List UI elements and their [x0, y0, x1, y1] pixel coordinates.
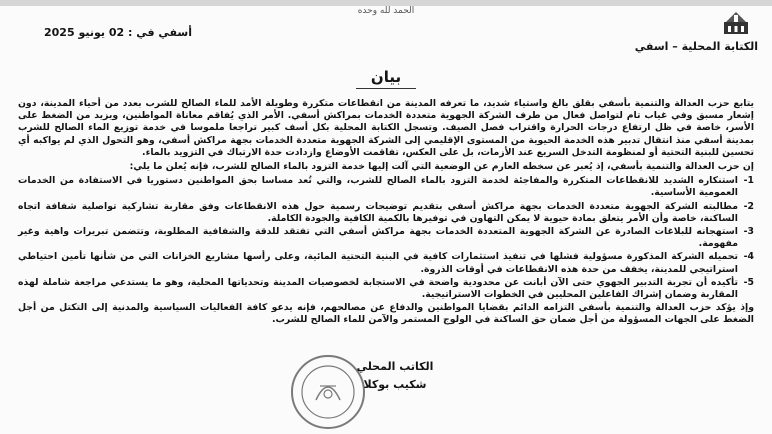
signatory-title: الكاتب المحلي: [356, 360, 434, 373]
list-item-number: 2-: [743, 200, 754, 212]
list-item-number: 3-: [743, 226, 754, 238]
document-date: أسفي في : 02 يونيو 2025: [44, 26, 192, 39]
title-underline: [356, 88, 416, 89]
party-logo-icon: [722, 8, 750, 36]
list-item: [18, 201, 754, 225]
document-title: بيان: [370, 68, 402, 86]
paragraph-declaration: إن حزب العدالة والتنمية بأسفي، إذ يُعبر عن سخطه العارم عن الوضعية التي آلت إليها خدمة التزود بالماء الصالح للشرب، فإنه يُعلن ما يلي:: [129, 161, 754, 173]
list-item-text: استنكاره الشديد للانقطاعات المتكررة والمفاجئة لخدمة التزود بالماء الصالح للشرب، والتي تُعد مساسا بحق المواطنين دستوريا في الاستفادة من الخدمات العمومية الأساسية.: [18, 175, 738, 199]
list-item: [18, 251, 754, 275]
list-item: [18, 175, 754, 199]
paragraph-intro: يتابع حزب العدالة والتنمية بأسفي بقلق بالغ واستياء شديد، ما تعرفه المدينة من انقطاعات متكررة وطويلة الأمد للماء الصالح للشرب بعدد من أحياء المدينة، دون إشعار مسبق وفي غياب تام لتواصل فعال من طرف الشركة الجهوية متعددة الخدمات بمراكش أسفي. الأمر الذي يُفاقم معاناة المواطنين، ويزيد من الضغط على الأسر، خاصة في ظل ارتفاع درجات الحرارة واقتراب فصل الصيف. وتسجل الكتابة المحلية بكل أسف كبير تراجعا ملموسا في خدمة توزيع الماء الصالح للشرب بمدينة أسفي منذ انتقال تدبير هذه الخدمة الحيوية من المستوى الإقليمي إلى الشركة الجهوية متعددة الخدمات بجهة مراكش أسفي، وهو التحول الذي لم يواكبه أي تحسين للبنية التحتية أو لمنظومة التدخل السريع عند الأزمات، بل على العكس، تفاقمت الأوضاع وازدادت حدة الارتباك في التزويد بالماء.: [18, 98, 754, 158]
org-name: الكتابة المحلية – اسفي: [634, 40, 758, 53]
list-item-number: 4-: [743, 251, 754, 263]
list-item-number: 5-: [743, 276, 754, 288]
list-item-text: تحميله الشركة المذكورة مسؤولية فشلها في تنفيذ استثمارات كافية في البنية التحتية المائية، وعلى رأسها مشاريع الخزانات التي من شأنها تأمين احتياطي استراتيجي للمدينة، يخفف من حدة هذه الانقطاعات في أوقات الذروة.: [18, 251, 738, 275]
document-body: [18, 98, 754, 329]
paragraph-closing: وإذ يؤكد حزب العدالة والتنمية بأسفي التزامه الدائم بقضايا المواطنين والدفاع عن مصالحهم، فإنه يدعو كافة الفعاليات السياسية والمدنية إلى التكتل من أجل الضغط على الجهات المسؤولة من أجل ضمان حق الساكنة في الولوج المستمر والآمن للماء الصالح للشرب.: [18, 302, 754, 326]
list-item-text: مطالبته الشركة الجهوية متعددة الخدمات بجهة مراكش أسفي بتقديم توضيحات رسمية حول هذه الانقطاعات وفق مقاربة تشاركية تواصلية شفافة اتجاه الساكنة، خاصة وأن الأمر يتعلق بمادة حيوية لا يمكن التهاون في توفيرها بالكمية الكافية والجودة الكاملة.: [18, 200, 738, 224]
list-item-text: تأكيده أن تجربة التدبير الجهوي حتى الآن أبانت عن محدودية واضحة في الاستجابة لخصوصيات المدينة وتحدياتها المحلية، وهو ما يستدعي مراجعة شاملة لهذه المقاربة وضمان إشراك الفاعلين المحليين في الخطوات الاستراتيجية.: [18, 276, 738, 301]
basmala: الحمد لله وحده: [357, 6, 415, 16]
list-item: [18, 277, 754, 301]
list-item-number: 1-: [743, 175, 754, 187]
list-item: [18, 226, 754, 250]
list-item-text: استهجانه للبلاغات الصادرة عن الشركة الجهوية المتعددة الخدمات بجهة مراكش أسفي التي تفتقد للدقة والشفافية المطلوبة، وتتضمن تبريرات واهية وغير مفهومة.: [18, 226, 738, 250]
signatory-name: شكيب بوكلا: [363, 378, 427, 391]
